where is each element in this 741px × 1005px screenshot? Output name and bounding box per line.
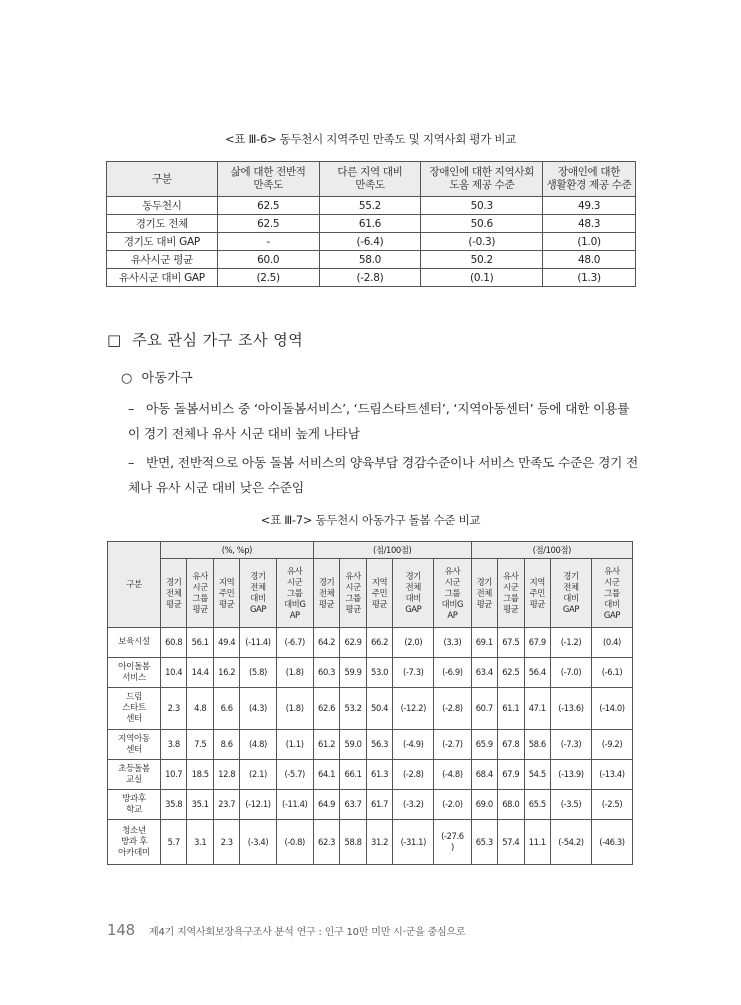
row-label: 드림 스타트 센터	[108, 688, 161, 730]
page-number: 148	[107, 921, 136, 939]
table2-column-header: 지역 주민 평균	[524, 559, 550, 628]
bullet-dash: –	[128, 401, 135, 416]
table-cell: 3.8	[160, 730, 186, 760]
table-cell: 57.4	[498, 820, 524, 865]
bullet-dash: –	[128, 455, 135, 470]
row-label: 초등돌봄 교실	[108, 760, 161, 790]
table-cell: (-2.8)	[319, 269, 421, 287]
table-row	[108, 760, 633, 790]
table-cell: (2.0)	[393, 628, 434, 658]
table-cell: (-3.2)	[393, 790, 434, 820]
table-cell: 67.8	[498, 730, 524, 760]
table-cell: 7.5	[187, 730, 213, 760]
table-cell: 35.1	[187, 790, 213, 820]
row-label: 경기도 전체	[107, 215, 218, 233]
table1-header: 장애인에 대한 지역사회 도움 제공 수준	[421, 162, 543, 197]
row-label: 청소년 방과 후 아카데미	[108, 820, 161, 865]
table-cell: 61.2	[313, 730, 339, 760]
table-cell: 62.5	[498, 658, 524, 688]
table-cell: 18.5	[187, 760, 213, 790]
table-cell: (-11.4)	[276, 790, 313, 820]
table-cell: 61.3	[366, 760, 392, 790]
table-cell: 65.9	[471, 730, 497, 760]
table-row	[107, 251, 636, 269]
row-label: 방과후 학교	[108, 790, 161, 820]
satisfaction-comparison-table	[106, 161, 636, 287]
table-row	[108, 658, 633, 688]
page-footer	[107, 921, 465, 939]
table-cell: (-2.5)	[591, 790, 632, 820]
childcare-comparison-table	[107, 541, 633, 865]
table2-column-header: 경기 전체 대비 GAP	[393, 559, 434, 628]
table-cell: 56.4	[524, 658, 550, 688]
table-cell: 10.4	[160, 658, 186, 688]
table-cell: 64.2	[313, 628, 339, 658]
table-cell: (-4.9)	[393, 730, 434, 760]
table-row	[108, 730, 633, 760]
table2-corner: 구분	[108, 542, 161, 628]
table-cell: 62.3	[313, 820, 339, 865]
table-cell: 66.1	[340, 760, 366, 790]
table-cell: 23.7	[213, 790, 239, 820]
table-cell: (5.8)	[240, 658, 276, 688]
table-cell: 53.0	[366, 658, 392, 688]
table-cell: 48.0	[543, 251, 636, 269]
table-cell: 62.5	[217, 215, 319, 233]
table2-group-header: (%, %p)	[160, 542, 313, 559]
table-cell: (0.4)	[591, 628, 632, 658]
table-cell: (1.8)	[276, 688, 313, 730]
table-cell: (-7.3)	[551, 730, 592, 760]
table-cell: (-27.6 )	[434, 820, 471, 865]
table-cell: 4.8	[187, 688, 213, 730]
table-cell: 53.2	[340, 688, 366, 730]
table-cell: 48.3	[543, 215, 636, 233]
table-row	[108, 790, 633, 820]
table-cell: 60.3	[313, 658, 339, 688]
table-cell: 63.7	[340, 790, 366, 820]
row-label: 유사시군 평균	[107, 251, 218, 269]
table-cell: 50.2	[421, 251, 543, 269]
table-cell: 67.5	[498, 628, 524, 658]
table-cell: (-13.4)	[591, 760, 632, 790]
row-label: 유사시군 대비 GAP	[107, 269, 218, 287]
table2-column-header: 유사 시군 그룹 대비G AP	[276, 559, 313, 628]
table-cell: 59.0	[340, 730, 366, 760]
table-cell: (-2.8)	[393, 760, 434, 790]
table-cell: 60.8	[160, 628, 186, 658]
table1-header: 구분	[107, 162, 218, 197]
table-cell: 60.0	[217, 251, 319, 269]
table-cell: (4.3)	[240, 688, 276, 730]
table2-column-header: 경기 전체 대비 GAP	[240, 559, 276, 628]
table1-header: 장애인에 대한 생활환경 제공 수준	[543, 162, 636, 197]
running-title: 제4기 지역사회보장욕구조사 분석 연구 : 인구 10만 미만 시·군을 중심으로	[149, 927, 466, 938]
subsection-heading: ○ 아동가구	[121, 371, 193, 386]
table-cell: 62.6	[313, 688, 339, 730]
table-cell: (-6.4)	[319, 233, 421, 251]
table-cell: (4.8)	[240, 730, 276, 760]
table2-column-header: 지역 주민 평균	[213, 559, 239, 628]
section-heading: □ 주요 관심 가구 조사 영역	[107, 331, 304, 349]
table1-header: 삶에 대한 전반적 만족도	[217, 162, 319, 197]
table-cell: 50.4	[366, 688, 392, 730]
table-cell: (-2.7)	[434, 730, 471, 760]
table-cell: (-0.3)	[421, 233, 543, 251]
table-cell: 2.3	[213, 820, 239, 865]
table2-column-header: 유사 시군 그룹 평균	[187, 559, 213, 628]
table2-group-header: (점/100점)	[471, 542, 632, 559]
table-cell: (-31.1)	[393, 820, 434, 865]
table-cell: 50.6	[421, 215, 543, 233]
table2-column-header: 경기 전체 평균	[313, 559, 339, 628]
table2-column-header: 유사 시군 그룹 평균	[498, 559, 524, 628]
table-row	[108, 688, 633, 730]
table-cell: 47.1	[524, 688, 550, 730]
table-cell: 49.4	[213, 628, 239, 658]
table-cell: 58.6	[524, 730, 550, 760]
table-cell: (1.3)	[543, 269, 636, 287]
table-cell: 16.2	[213, 658, 239, 688]
table-row	[107, 215, 636, 233]
table-cell: 55.2	[319, 197, 421, 215]
table-cell: (-13.9)	[551, 760, 592, 790]
table-cell: 61.6	[319, 215, 421, 233]
table-cell: 67.9	[498, 760, 524, 790]
table-cell: (1.1)	[276, 730, 313, 760]
table-cell: (-1.2)	[551, 628, 592, 658]
table-cell: 65.5	[524, 790, 550, 820]
table2-column-header: 지역 주민 평균	[366, 559, 392, 628]
table-cell: 61.1	[498, 688, 524, 730]
table-row	[107, 197, 636, 215]
table2-column-header: 경기 전체 대비 GAP	[551, 559, 592, 628]
table2-column-header: 경기 전체 평균	[471, 559, 497, 628]
bullet-text: 아동 돌봄서비스 중 ‘아이돌봄서비스’, ‘드림스타트센터’, ‘지역아동센터’ 등에 대한 이용률이 경기 전체나 유사 시군 대비 높게 나타남	[128, 401, 630, 441]
table-cell: 61.7	[366, 790, 392, 820]
table-cell: (-6.9)	[434, 658, 471, 688]
row-label: 경기도 대비 GAP	[107, 233, 218, 251]
table-cell: 68.0	[498, 790, 524, 820]
table-cell: 69.1	[471, 628, 497, 658]
table-cell: (-14.0)	[591, 688, 632, 730]
table-cell: 10.7	[160, 760, 186, 790]
table-cell: (-6.1)	[591, 658, 632, 688]
table-cell: 56.3	[366, 730, 392, 760]
table-row	[107, 269, 636, 287]
table1-caption: <표 Ⅲ-6> 동두천시 지역주민 만족도 및 지역사회 평가 비교	[225, 132, 516, 146]
table-cell: 60.7	[471, 688, 497, 730]
table-cell: 69.0	[471, 790, 497, 820]
table-cell: (-2.8)	[434, 688, 471, 730]
table1-header: 다른 지역 대비 만족도	[319, 162, 421, 197]
table-cell: 58.0	[319, 251, 421, 269]
table-cell: (1.0)	[543, 233, 636, 251]
table-cell: (-9.2)	[591, 730, 632, 760]
table-cell: (-46.3)	[591, 820, 632, 865]
table-cell: 8.6	[213, 730, 239, 760]
table-cell: (-7.3)	[393, 658, 434, 688]
table-cell: (-11.4)	[240, 628, 276, 658]
table-cell: 5.7	[160, 820, 186, 865]
table-cell: 3.1	[187, 820, 213, 865]
table-cell: (-6.7)	[276, 628, 313, 658]
table-cell: 14.4	[187, 658, 213, 688]
table-cell: 31.2	[366, 820, 392, 865]
table-cell: (-5.7)	[276, 760, 313, 790]
table-cell: 35.8	[160, 790, 186, 820]
table-cell: (-12.1)	[240, 790, 276, 820]
row-label: 보육시설	[108, 628, 161, 658]
table-cell: 64.1	[313, 760, 339, 790]
table-cell: (-3.5)	[551, 790, 592, 820]
bullet-text: 반면, 전반적으로 아동 돌봄 서비스의 양육부담 경감수준이나 서비스 만족도 수준은 경기 전체나 유사 시군 대비 낮은 수준임	[128, 455, 639, 495]
table-cell: (1.8)	[276, 658, 313, 688]
table-cell: 62.9	[340, 628, 366, 658]
table-cell: (-2.0)	[434, 790, 471, 820]
table2-column-header: 유사 시군 그룹 평균	[340, 559, 366, 628]
table-cell: 54.5	[524, 760, 550, 790]
table-cell: 65.3	[471, 820, 497, 865]
table2-column-header: 유사 시군 그룹 대비 GAP	[591, 559, 632, 628]
table-cell: 63.4	[471, 658, 497, 688]
table-cell: 62.5	[217, 197, 319, 215]
table-cell: (-4.8)	[434, 760, 471, 790]
bullet-item	[128, 396, 640, 446]
table-cell: (0.1)	[421, 269, 543, 287]
table2-caption: <표 Ⅲ-7> 동두천시 아동가구 돌봄 수준 비교	[260, 513, 481, 527]
table-cell: (-0.8)	[276, 820, 313, 865]
table-cell: 6.6	[213, 688, 239, 730]
table2-column-header: 유사 시군 그룹 대비G AP	[434, 559, 471, 628]
table2-group-header: (점/100점)	[313, 542, 471, 559]
table-cell: 50.3	[421, 197, 543, 215]
table-cell: 59.9	[340, 658, 366, 688]
table-cell: 64.9	[313, 790, 339, 820]
table-cell: 49.3	[543, 197, 636, 215]
table-cell: 56.1	[187, 628, 213, 658]
table-cell: (-12.2)	[393, 688, 434, 730]
table-cell: 11.1	[524, 820, 550, 865]
row-label: 동두천시	[107, 197, 218, 215]
table-cell: (2.1)	[240, 760, 276, 790]
table-cell: (-54.2)	[551, 820, 592, 865]
table-cell: (-13.6)	[551, 688, 592, 730]
table2-column-header: 경기 전체 평균	[160, 559, 186, 628]
table-row	[108, 820, 633, 865]
table-cell: 12.8	[213, 760, 239, 790]
row-label: 지역아동 센터	[108, 730, 161, 760]
table-cell: 68.4	[471, 760, 497, 790]
table-row	[108, 628, 633, 658]
table-cell: 66.2	[366, 628, 392, 658]
table-cell: (2.5)	[217, 269, 319, 287]
table-cell: (-7.0)	[551, 658, 592, 688]
table-cell: (3.3)	[434, 628, 471, 658]
bullet-item	[128, 450, 640, 500]
table-cell: (-3.4)	[240, 820, 276, 865]
table-cell: 58.8	[340, 820, 366, 865]
table-cell: 2.3	[160, 688, 186, 730]
row-label: 아이돌봄 서비스	[108, 658, 161, 688]
table-row	[107, 233, 636, 251]
table-cell: 67.9	[524, 628, 550, 658]
table-cell: -	[217, 233, 319, 251]
